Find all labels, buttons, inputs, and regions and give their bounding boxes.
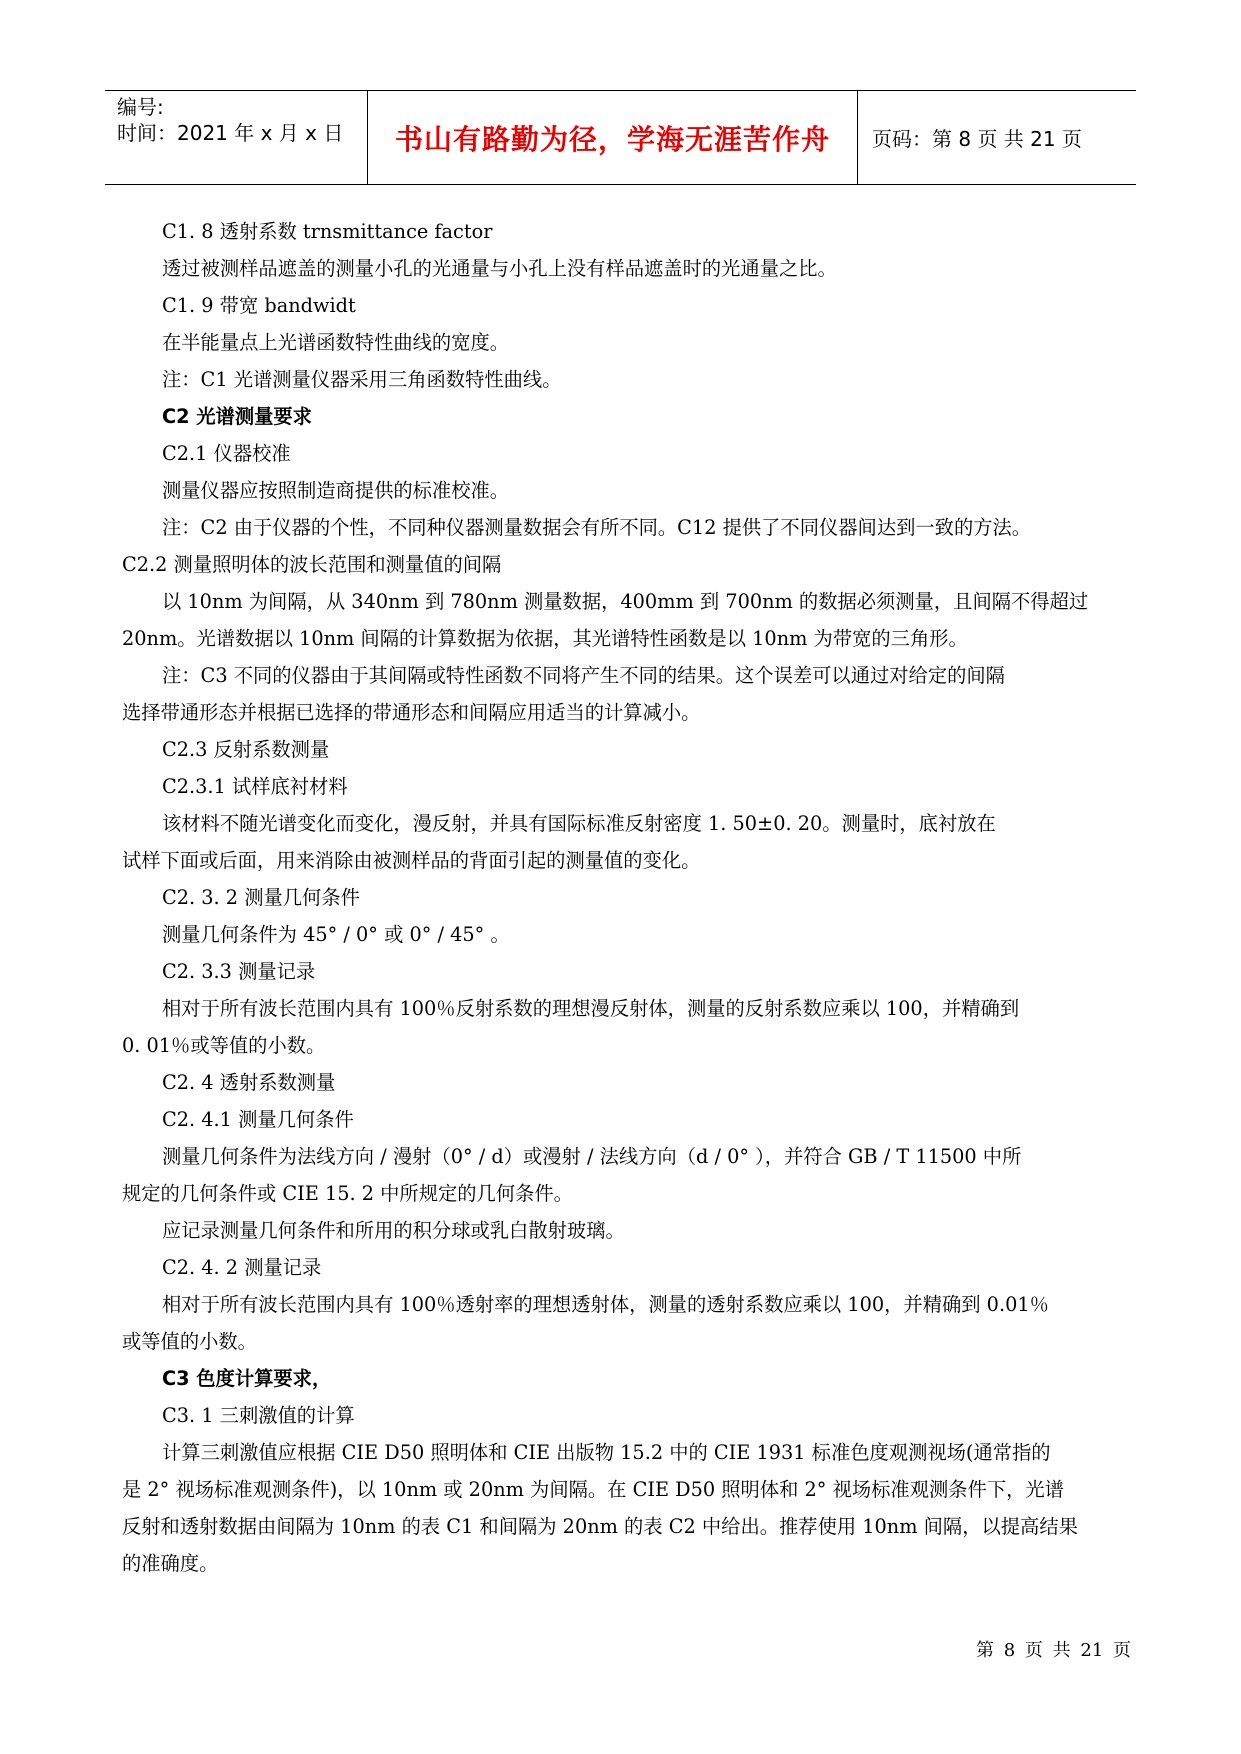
header-motto: 书山有路勤为径，学海无涯苦作舟 xyxy=(394,122,830,156)
body-line: 20nm。光谱数据以 10nm 间隔的计算数据为依据，其光谱特性函数是以 10nm 为带宽的三角形。 xyxy=(122,627,968,650)
page-footer: 第 8 页 共 21 页 xyxy=(976,1640,1131,1661)
body-line: 相对于所有波长范围内具有 100％透射率的理想透射体，测量的透射系数应乘以 100，并精确到 0.01％ xyxy=(162,1293,1049,1316)
body-line: 注：C3 不同的仪器由于其间隔或特性函数不同将产生不同的结果。这个误差可以通过对给定的间隔 xyxy=(162,664,1005,687)
body-line: 是 2° 视场标准观测条件)，以 10nm 或 20nm 为间隔。在 CIE D50 照明体和 2° 视场标准观测条件下，光谱 xyxy=(122,1478,1064,1501)
section-heading: C3 色度计算要求， xyxy=(162,1367,332,1390)
body-line: 或等值的小数。 xyxy=(122,1330,257,1353)
header-middle-cell xyxy=(368,91,858,184)
body-line: 选择带通形态并根据已选择的带通形态和间隔应用适当的计算减小。 xyxy=(122,701,701,724)
body-line: C2. 4.1 测量几何条件 xyxy=(162,1108,354,1131)
section-heading: C2 光谱测量要求 xyxy=(162,405,312,428)
header-left-cell xyxy=(105,91,368,184)
body-line: 透过被测样品遮盖的测量小孔的光通量与小孔上没有样品遮盖时的光通量之比。 xyxy=(162,257,837,280)
body-line: 在半能量点上光谱函数特性曲线的宽度。 xyxy=(162,331,510,354)
body-line: 规定的几何条件或 CIE 15. 2 中所规定的几何条件。 xyxy=(122,1182,573,1205)
body-line: C2.1 仪器校准 xyxy=(162,442,291,465)
body-line: C2.3.1 试样底衬材料 xyxy=(162,775,348,798)
body-line: 的准确度。 xyxy=(122,1552,219,1575)
body-line: 测量几何条件为 45° / 0° 或 0° / 45° 。 xyxy=(162,923,510,946)
document-number-label: 编号: xyxy=(117,95,164,119)
document-header xyxy=(105,90,1136,185)
body-line: 相对于所有波长范围内具有 100％反射系数的理想漫反射体，测量的反射系数应乘以 100，并精确到 xyxy=(162,997,1020,1020)
body-line: C2.3 反射系数测量 xyxy=(162,738,330,761)
body-line: C2. 3. 2 测量几何条件 xyxy=(162,886,360,909)
header-page-number: 页码：第 8 页 共 21 页 xyxy=(872,127,1082,151)
body-line: C2. 3.3 测量记录 xyxy=(162,960,316,983)
body-line: 以 10nm 为间隔，从 340nm 到 780nm 测量数据，400mm 到 700nm 的数据必须测量，且间隔不得超过 xyxy=(162,590,1089,613)
body-line: C1. 8 透射系数 trnsmittance factor xyxy=(162,220,493,243)
body-line: C2.2 测量照明体的波长范围和测量值的间隔 xyxy=(122,553,502,576)
header-right-cell xyxy=(858,91,1136,184)
body-line: C1. 9 带宽 bandwidt xyxy=(162,294,356,317)
body-line: 试样下面或后面，用来消除由被测样品的背面引起的测量值的变化。 xyxy=(122,849,701,872)
body-line: 测量几何条件为法线方向 / 漫射（0° / d）或漫射 / 法线方向（d / 0° ），并符合 GB / T 11500 中所 xyxy=(162,1145,1022,1168)
body-line: 反射和透射数据由间隔为 10nm 的表 C1 和间隔为 20nm 的表 C2 中给出。推荐使用 10nm 间隔，以提高结果 xyxy=(122,1515,1078,1538)
body-line: C2. 4 透射系数测量 xyxy=(162,1071,336,1094)
body-line: C3. 1 三刺激值的计算 xyxy=(162,1404,355,1427)
body-line: 该材料不随光谱变化而变化，漫反射，并具有国际标准反射密度 1. 50±0. 20。测量时，底衬放在 xyxy=(162,812,996,835)
body-line: 0. 01％或等值的小数。 xyxy=(122,1034,326,1057)
body-line: 注：C1 光谱测量仪器采用三角函数特性曲线。 xyxy=(162,368,562,391)
body-line: 注：C2 由于仪器的个性，不同种仪器测量数据会有所不同。C12 提供了不同仪器间达到一致的方法。 xyxy=(162,516,1032,539)
body-line: 测量仪器应按照制造商提供的标准校准。 xyxy=(162,479,510,502)
body-line: 计算三刺激值应根据 CIE D50 照明体和 CIE 出版物 15.2 中的 CIE 1931 标准色度观测视场(通常指的 xyxy=(162,1441,1051,1464)
body-line: 应记录测量几何条件和所用的积分球或乳白散射玻璃。 xyxy=(162,1219,625,1242)
document-time-label: 时间：2021 年 x 月 x 日 xyxy=(117,121,344,145)
body-line: C2. 4. 2 测量记录 xyxy=(162,1256,322,1279)
